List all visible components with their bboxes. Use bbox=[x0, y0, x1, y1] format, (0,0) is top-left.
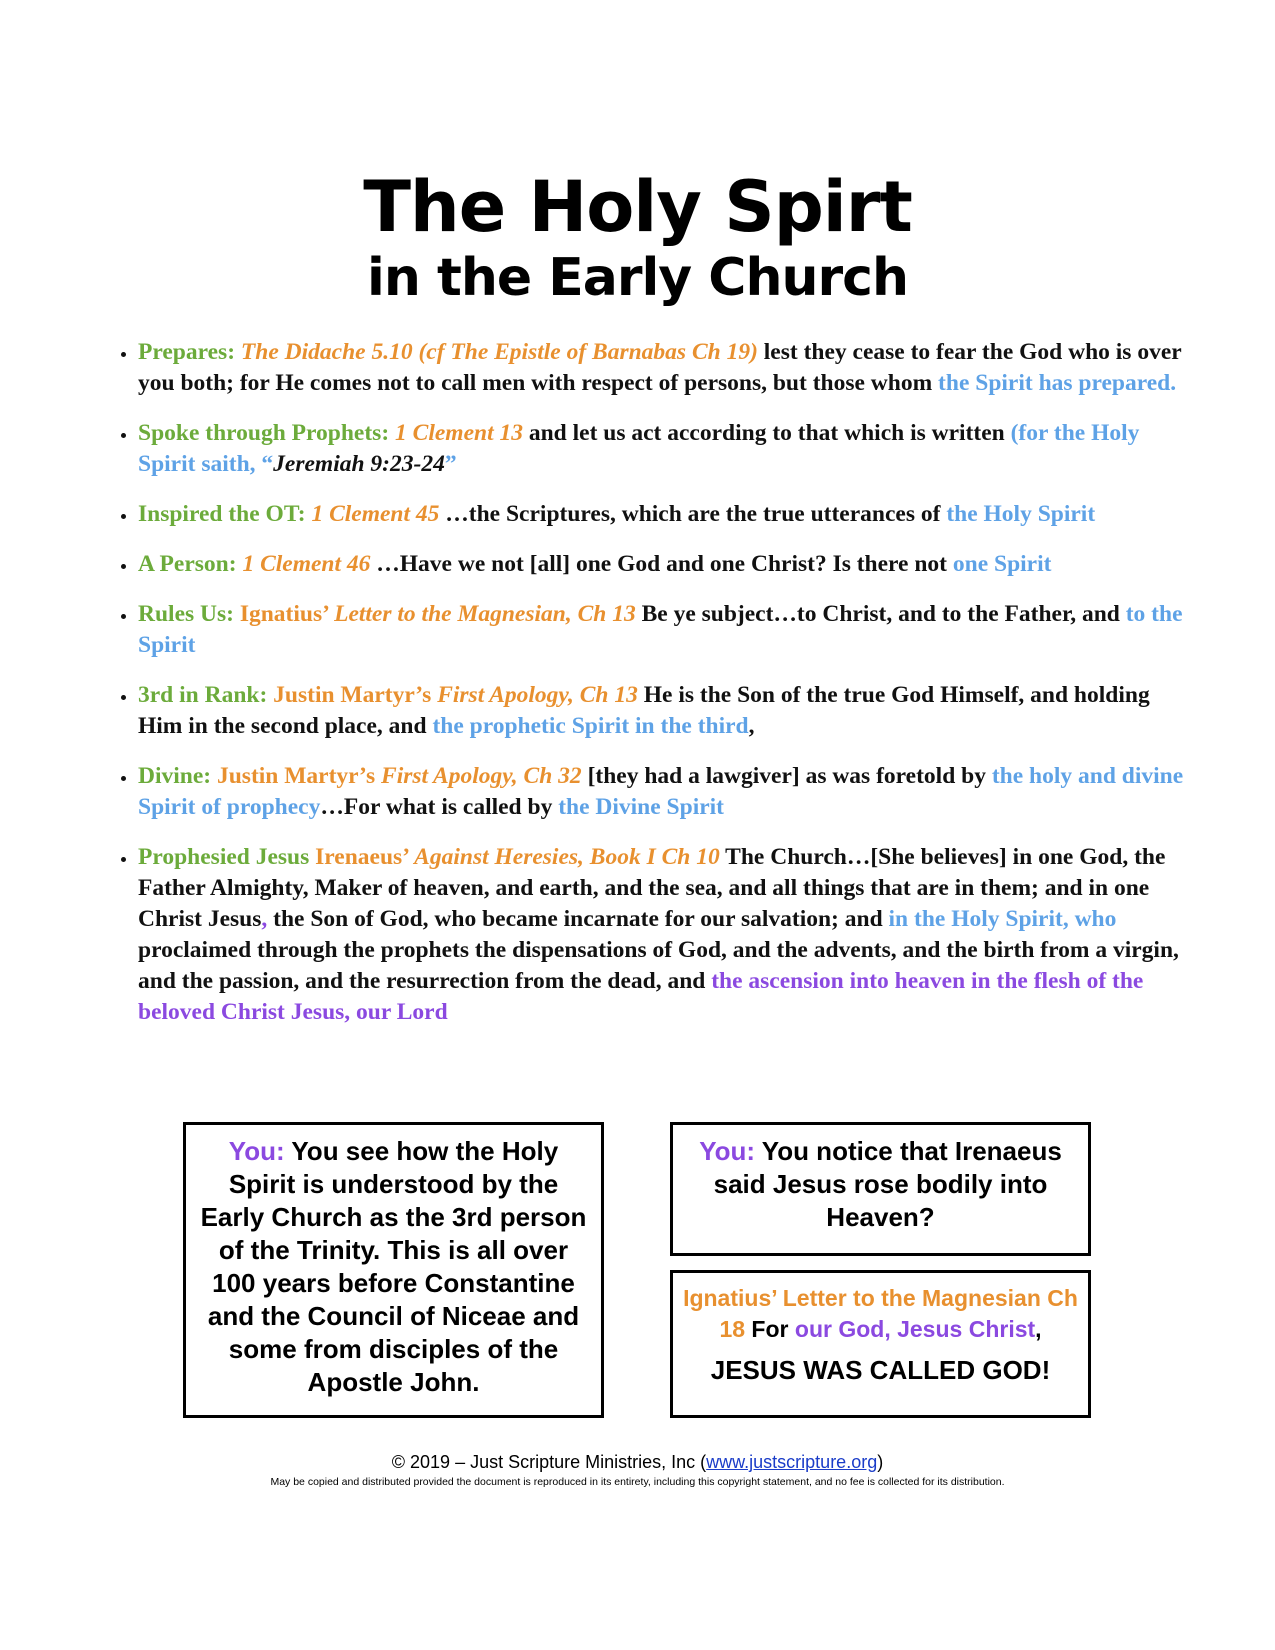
point-highlight-purple: the ascension into heaven in the flesh of the beloved Christ Jesus, our Lord bbox=[138, 968, 1144, 1025]
list-item bbox=[138, 418, 1186, 480]
callout-lead: You: bbox=[699, 1136, 756, 1166]
list-item bbox=[138, 337, 1186, 399]
page-footer bbox=[0, 1451, 1275, 1489]
copyright-prefix: © 2019 – Just Scripture Ministries, Inc ( bbox=[391, 1452, 707, 1472]
point-source: First Apology, Ch 13 bbox=[437, 682, 638, 708]
callout-text: For bbox=[745, 1316, 795, 1342]
point-source: 1 Clement 45 bbox=[311, 501, 440, 527]
list-item bbox=[138, 761, 1186, 823]
point-source: Letter to the Magnesian, Ch 13 bbox=[334, 601, 636, 627]
distribution-notice: May be copied and distributed provided the document is reproduced in its entirety, including this copyright statement, and no fee is collected for its distribution. bbox=[270, 1476, 1005, 1488]
point-highlight: the Spirit has prepared. bbox=[938, 370, 1177, 396]
point-text-end: , bbox=[748, 713, 755, 739]
point-text: The Church…[She believes] in one God, the Father Almighty, Maker of heaven, and earth, and the sea, and all things that are in them; and in one Christ Jesus bbox=[138, 844, 1166, 932]
point-reference: Jeremiah 9:23-24 bbox=[273, 451, 445, 477]
list-item bbox=[138, 549, 1186, 580]
point-text: …the Scriptures, which are the true utterances of bbox=[439, 501, 947, 527]
point-highlight: the Holy Spirit bbox=[946, 501, 1096, 527]
callout-text: You see how the Holy Spirit is understood by the Early Church as the 3rd person of the Trinity. This is all over 100 years before Constantine and the Council of Niceae and some from disciples of the Apostle John. bbox=[200, 1136, 587, 1397]
list-item bbox=[138, 842, 1186, 1028]
point-label: Spoke through Prophets: bbox=[138, 420, 390, 446]
point-highlight: the holy and divine Spirit of prophecy bbox=[138, 763, 1184, 820]
point-text: lest they cease to fear the God who is over you both; for He comes not to call men with respect of persons, but those whom bbox=[138, 339, 1182, 396]
point-text: Be ye subject…to Christ, and to the Father, and bbox=[635, 601, 1126, 627]
point-highlight: (for the Holy Spirit saith, “ bbox=[138, 420, 1140, 477]
point-highlight: in the Holy Spirit, who bbox=[888, 906, 1117, 932]
point-text: and let us act according to that which is written bbox=[522, 420, 1011, 446]
point-text-tail: proclaimed through the prophets the dispensations of God, and the advents, and the birth from a virgin, and the passion, and the resurrection from the dead, and bbox=[138, 937, 1179, 994]
callout-text-end: , bbox=[1035, 1316, 1042, 1342]
callout-box-jesus-god bbox=[670, 1270, 1091, 1418]
callout-lead: You: bbox=[228, 1136, 285, 1166]
point-source: The Didache 5.10 (cf The Epistle of Barnabas Ch 19) bbox=[240, 339, 758, 365]
point-highlight: to the Spirit bbox=[138, 601, 1183, 658]
page-subtitle: in the Early Church bbox=[367, 248, 908, 308]
point-source: 1 Clement 13 bbox=[395, 420, 523, 446]
callout-text: You notice that Irenaeus said Jesus rose bodily into Heaven? bbox=[713, 1136, 1062, 1232]
callout-box-ascension bbox=[670, 1122, 1091, 1256]
point-highlight-second: the Divine Spirit bbox=[558, 794, 725, 820]
point-highlight: one Spirit bbox=[952, 551, 1052, 577]
point-text: [they had a lawgiver] as was foretold by bbox=[581, 763, 992, 789]
point-source: 1 Clement 46 bbox=[242, 551, 371, 577]
point-label: Prophesied Jesus bbox=[138, 844, 310, 870]
point-label: Rules Us: bbox=[138, 601, 234, 627]
point-label: A Person: bbox=[138, 551, 237, 577]
point-label: 3rd in Rank: bbox=[138, 682, 268, 708]
point-label: Inspired the OT: bbox=[138, 501, 306, 527]
page-title: The Holy Spirt bbox=[363, 166, 912, 248]
point-source: Against Heresies, Book I Ch 10 bbox=[414, 844, 720, 870]
callout-box-trinity bbox=[183, 1122, 604, 1418]
point-text: He is the Son of the true God Himself, and holding Him in the second place, and bbox=[138, 682, 1150, 739]
point-source-author: Justin Martyr’s bbox=[273, 682, 432, 708]
copyright-suffix: ) bbox=[877, 1452, 884, 1472]
point-label: Prepares: bbox=[138, 339, 236, 365]
point-source-author: Justin Martyr’s bbox=[216, 763, 376, 789]
list-item bbox=[138, 680, 1186, 742]
point-source: First Apology, Ch 32 bbox=[381, 763, 582, 789]
copyright-line bbox=[0, 1451, 1275, 1473]
page-header bbox=[0, 168, 1275, 308]
list-item bbox=[138, 499, 1186, 530]
point-source-author: Irenaeus’ bbox=[315, 844, 409, 870]
point-comma: , bbox=[261, 906, 268, 932]
point-text: …Have we not [all] one God and one Christ? Is there not bbox=[370, 551, 953, 577]
callout-source: Ignatius’ Letter to the Magnesian Ch 18 bbox=[683, 1285, 1078, 1342]
point-close-quote: ” bbox=[444, 451, 457, 477]
website-link[interactable]: www.justscripture.org bbox=[706, 1452, 878, 1472]
point-label: Divine: bbox=[138, 763, 212, 789]
point-highlight: the prophetic Spirit in the third bbox=[432, 713, 749, 739]
bullet-list bbox=[112, 337, 1186, 1047]
callout-highlight: our God, Jesus Christ bbox=[794, 1316, 1036, 1342]
point-text-mid: the Son of God, who became incarnate for our salvation; and bbox=[267, 906, 889, 932]
point-source-author: Ignatius’ bbox=[239, 601, 329, 627]
list-item bbox=[138, 599, 1186, 661]
point-text-mid: …For what is called by bbox=[320, 794, 559, 820]
callout-shout: JESUS WAS CALLED GOD! bbox=[710, 1355, 1051, 1385]
